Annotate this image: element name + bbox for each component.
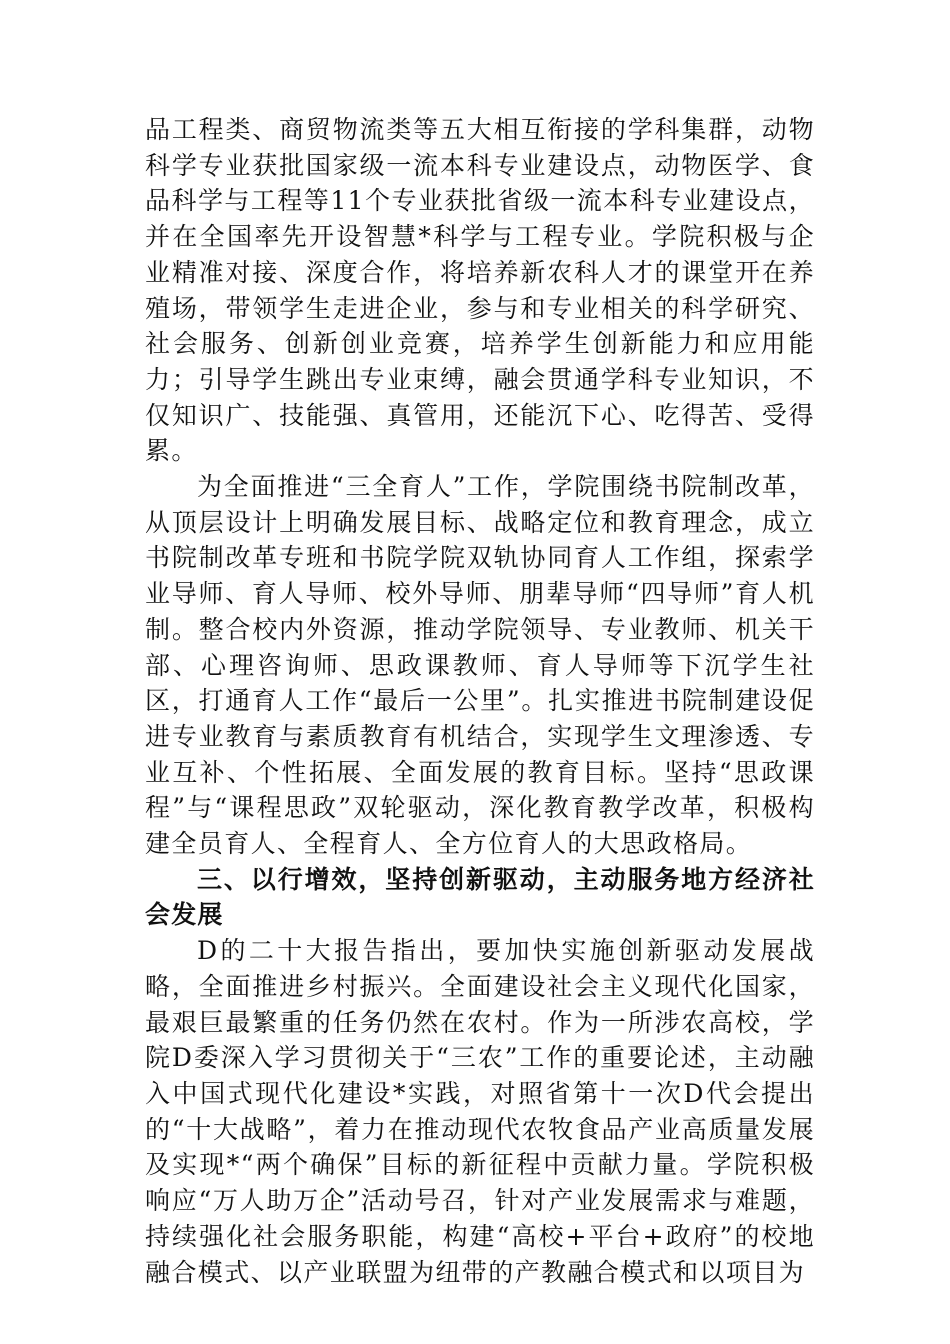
paragraph-three-all-education: 为全面推进“三全育人”工作，学院围绕书院制改革，从顶层设计上明确发展目标、战略定位和教育理念，成立书院制改革专班和书院学院双轨协同育人工作组，探索学业导师、育人导师、校外导师、朋辈导师“四导师”育人机制。整合校内外资源，推动学院领导、专业教师、机关干部、心理咨询师、思政课教师、育人导师等下沉学生社区，打通育人工作“最后一公里”。扎实推进书院制建设促进专业教育与素质教育有机结合，实现学生文理渗透、专业互补、个性拓展、全面发展的教育目标。坚持“思政课程”与“课程思政”双轮驱动，深化教育教学改革，积极构建全员育人、全程育人、全方位育人的大思政格局。: [145, 472, 815, 859]
paragraph-discipline-clusters: 品工程类、商贸物流类等五大相互衔接的学科集群，动物科学专业获批国家级一流本科专业建设点，动物医学、食品科学与工程等11个专业获批省级一流本科专业建设点，并在全国率先开设智慧*科学与工程专业。学院积极与企业精准对接、深度合作，将培养新农科人才的课堂开在养殖场，带领学生走进企业，参与和专业相关的科学研究、社会服务、创新创业竞赛，培养学生创新能力和应用能力；引导学生跳出专业束缚，融会贯通学科专业知识，不仅知识广、技能强、真管用，还能沉下心、吃得苦、受得累。: [145, 115, 815, 466]
paragraph-innovation-driven: D的二十大报告指出，要加快实施创新驱动发展战略，全面推进乡村振兴。全面建设社会主义现代化国家，最艰巨最繁重的任务仍然在农村。作为一所涉农高校，学院D委深入学习贯彻关于“三农”工作的重要论述，主动融入中国式现代化建设*实践，对照省第十一次D代会提出的“十大战略”，着力在推动现代农牧食品产业高质量发展及实现*“两个确保”目标的新征程中贡献力量。学院积极响应“万人助万企”活动号召，针对产业发展需求与难题，持续强化社会服务职能，构建“高校+平台+政府”的校地融合模式、以产业联盟为纽带的产教融合模式和以项目为: [145, 936, 815, 1287]
section-heading-three: 三、以行增效，坚持创新驱动，主动服务地方经济社会发展: [145, 864, 815, 930]
document-page: [145, 112, 815, 1290]
